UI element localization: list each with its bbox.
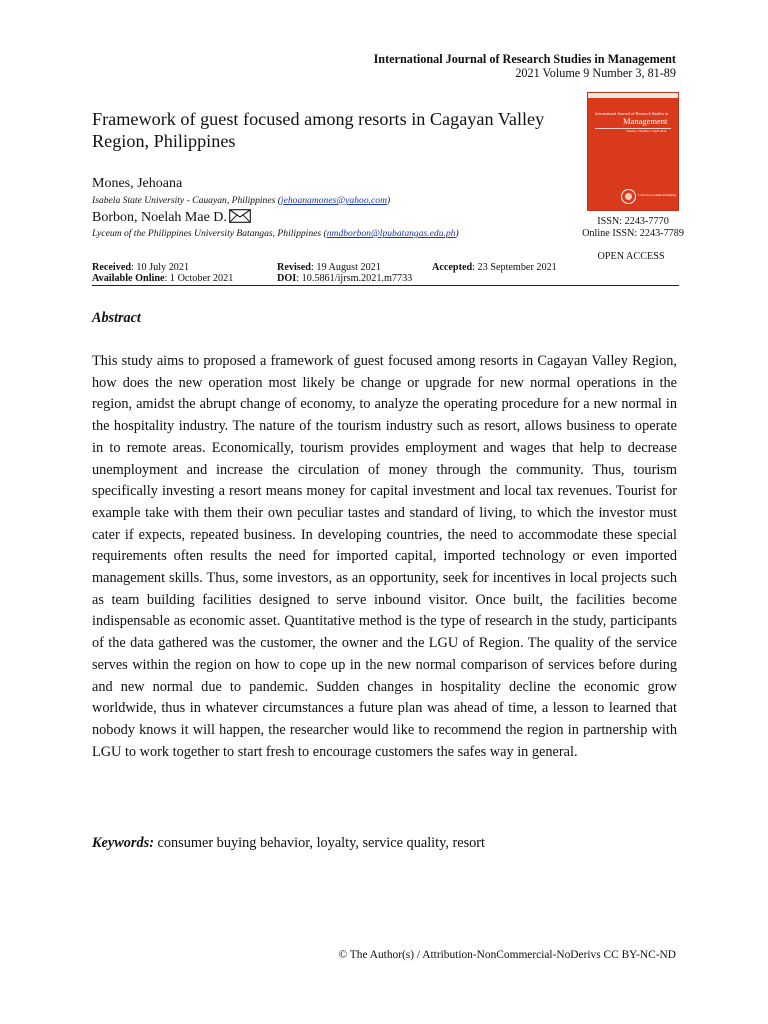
author-email-link[interactable]: jehoanamones@yahoo.com	[280, 195, 387, 206]
accepted-label: Accepted	[432, 262, 473, 273]
revised-label: Revised	[277, 262, 311, 273]
affiliation-close: )	[455, 228, 459, 239]
accepted-date	[432, 262, 557, 273]
corresponding-author	[92, 209, 251, 228]
doi-label: DOI	[277, 273, 297, 284]
accepted-value: : 23 September 2021	[472, 262, 557, 273]
online-date	[92, 273, 233, 284]
issn: ISSN: 2243-7770	[597, 216, 669, 227]
affiliation-text: Isabela State University - Cauayan, Philippines (	[92, 195, 281, 206]
doi	[277, 273, 412, 284]
cover-publisher: Consortia Academia Publishing	[638, 193, 676, 197]
abstract-text: This study aims to proposed a framework of guest focused among resorts in Cagayan Valley Region, how does the new operation most likely be change or upgrade for new normal operations in the region, amidst the abrupt change of economy, to analyze the operating procedure for a new normal in the hospitality industry. The nature of the tourism industry such as resort, allows business to operate in to remote areas. Economically, tourism provides employment and wages that help to decrease unemployment and increase the circulation of money through the community. Thus, tourism specifically investing a resort means money for capital investment and local tax revenues. Tourist for example take with them their own peculiar tastes and standard of living, to which the investor must cater if expects, repeated business. In developing countries, the need to accommodate these special requirements often results the need for imported capital, imported technology or even imported management skills. Thus, some investors, as an opportunity, seek for incentives in local projects such as team building facilities designed to serve inbound visitor. Once built, the facilities become indispensable as economic asset. Quantitative method is the type of research in the study, participants of the data gathered was the customer, the owner and the LGU of Region. The quality of the service serves within the region on how to cope up in the new normal comparison of services before during and new normal due to pandemic. Sudden changes in hospitality decline the economic grow worldwide, thus in whatever circumstances a future plan was ahead of time, a lesson to learned that nobody knows it will happen, the researcher would like to recommend the region in partnership with LGU to work together to start fresh to encourage customers the safes way in general.	[92, 353, 677, 760]
cover-meta: Volume 1 Number 1 April 2012	[626, 129, 667, 133]
paper-title: Framework of guest focused among resorts in Cagayan Valley Region, Philippines	[92, 109, 545, 151]
abstract-heading: Abstract	[92, 310, 141, 326]
journal-name: International Journal of Research Studies in Management	[373, 52, 676, 66]
keywords	[92, 835, 485, 852]
license-footer: © The Author(s) / Attribution-NonCommercial-NoDerivs CC BY-NC-ND	[338, 949, 676, 961]
journal-cover-image	[588, 93, 678, 210]
affiliation-text: Lyceum of the Philippines University Batangas, Philippines (	[92, 228, 327, 239]
revised-value: : 19 August 2021	[310, 262, 381, 273]
affiliation-close: )	[387, 195, 391, 206]
author-email-link[interactable]: nmdborbon@lpubatangas.edu.ph	[326, 228, 456, 239]
author-affiliation	[92, 195, 390, 206]
author-name: Mones, Jehoana	[92, 176, 183, 191]
cover-top-band	[588, 93, 678, 98]
received-value: : 10 July 2021	[131, 262, 190, 273]
envelope-icon[interactable]	[229, 209, 251, 228]
publisher-seal-icon	[621, 189, 636, 204]
author-affiliation	[92, 228, 459, 239]
received-label: Received	[92, 262, 132, 273]
doi-value: : 10.5861/ijrsm.2021.m7733	[296, 273, 413, 284]
received-date	[92, 262, 189, 273]
journal-issue: 2021 Volume 9 Number 3, 81-89	[515, 66, 676, 80]
online-label: Available Online	[92, 273, 165, 284]
cover-title: Management	[623, 116, 668, 126]
online-value: : 1 October 2021	[164, 273, 234, 284]
online-issn: Online ISSN: 2243-7789	[582, 228, 684, 239]
keywords-text: consumer buying behavior, loyalty, service quality, resort	[153, 835, 486, 851]
keywords-label: Keywords:	[92, 835, 154, 851]
revised-date	[277, 262, 381, 273]
author-name: Borbon, Noelah Mae D.	[92, 210, 227, 225]
header-divider	[92, 285, 679, 286]
open-access-label: OPEN ACCESS	[597, 251, 665, 262]
cover-journal-name: International Journal of Research Studies in	[595, 111, 669, 116]
